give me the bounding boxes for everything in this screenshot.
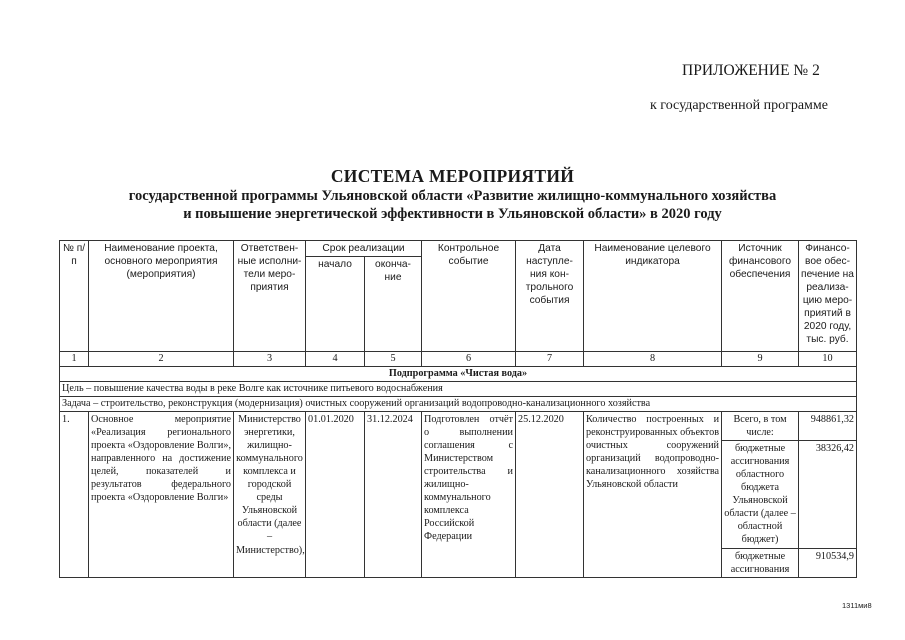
column-number: 3 xyxy=(234,352,306,367)
source-federal-value: 910534,9 xyxy=(799,548,857,577)
header-control-date: Дата наступле-ния кон-трольного события xyxy=(516,241,584,352)
subprogram-title: Подпрограмма «Чистая вода» xyxy=(60,367,857,382)
source-regional-value: 38326,42 xyxy=(799,441,857,548)
source-total-label: Всего, в том числе: xyxy=(722,412,799,441)
column-number: 8 xyxy=(584,352,722,367)
row-start: 01.01.2020 xyxy=(306,412,365,578)
column-number: 2 xyxy=(89,352,234,367)
header-indicator: Наименование целевого индикатора xyxy=(584,241,722,352)
document-subtitle-line1: государственной программы Ульяновской области «Развитие жилищно-коммунального хозяйства xyxy=(128,188,777,204)
column-number: 1 xyxy=(60,352,89,367)
page-stamp: 1311ми8 xyxy=(842,601,872,610)
goal-text: Цель – повышение качества воды в реке Волге как источнике питьевого водоснабжения xyxy=(60,382,857,397)
header-responsible: Ответствен-ные исполни-тели меро-приятия xyxy=(234,241,306,352)
source-regional-label: бюджетные ассигнования областного бюджета Ульяновской области (далее – областной бюджет) xyxy=(722,441,799,548)
source-federal-label: бюджетные ассигнования xyxy=(722,548,799,577)
annex-subtitle: к государственной программе xyxy=(650,98,828,113)
header-num: № п/п xyxy=(60,241,89,352)
row-indicator: Количество построенных и реконструированных объектов очистных сооружений организаций водопроводно-канализационного хозяйства Ульяновской области xyxy=(584,412,722,578)
header-period: Срок реализации xyxy=(306,241,422,257)
row-project: Основное мероприятие «Реализация регионального проекта «Оздоровление Волги», направленного на достижение целей, показателей и результатов федерального проекта «Оздоровление Волги» xyxy=(89,412,234,578)
column-number: 5 xyxy=(365,352,422,367)
column-number: 4 xyxy=(306,352,365,367)
header-control-event: Контрольное событие xyxy=(422,241,516,352)
header-project: Наименование проекта, основного мероприятия (мероприятия) xyxy=(89,241,234,352)
row-control-date: 25.12.2020 xyxy=(516,412,584,578)
source-total-value: 948861,32 xyxy=(799,412,857,441)
task-text: Задача – строительство, реконструкция (модернизация) очистных сооружений организаций водопроводно-канализационного хозяйства xyxy=(60,397,857,412)
annex-title: ПРИЛОЖЕНИЕ № 2 xyxy=(682,62,820,79)
column-number: 10 xyxy=(799,352,857,367)
row-control-event: Подготовлен отчёт о выполнении соглашения с Министерством строительства и жилищно-коммунального комплекса Российской Федерации xyxy=(422,412,516,578)
header-start: начало xyxy=(306,257,365,352)
header-source: Источник финансового обеспечения xyxy=(722,241,799,352)
column-number: 6 xyxy=(422,352,516,367)
document-title: СИСТЕМА МЕРОПРИЯТИЙ xyxy=(330,166,575,186)
document-subtitle-line2: и повышение энергетической эффективности в Ульяновской области» в 2020 году xyxy=(183,206,722,222)
measures-table xyxy=(59,240,857,578)
column-number: 7 xyxy=(516,352,584,367)
row-end: 31.12.2024 xyxy=(365,412,422,578)
header-finance: Финансо-вое обес-печение на реализа-цию меро-приятий в 2020 году, тыс. руб. xyxy=(799,241,857,352)
header-end: оконча-ние xyxy=(365,257,422,352)
column-number: 9 xyxy=(722,352,799,367)
row-responsible: Министерство энергетики, жилищно-коммунального комплекса и городской среды Ульяновской области (далее – Министерство), xyxy=(234,412,306,578)
row-num: 1. xyxy=(60,412,89,578)
